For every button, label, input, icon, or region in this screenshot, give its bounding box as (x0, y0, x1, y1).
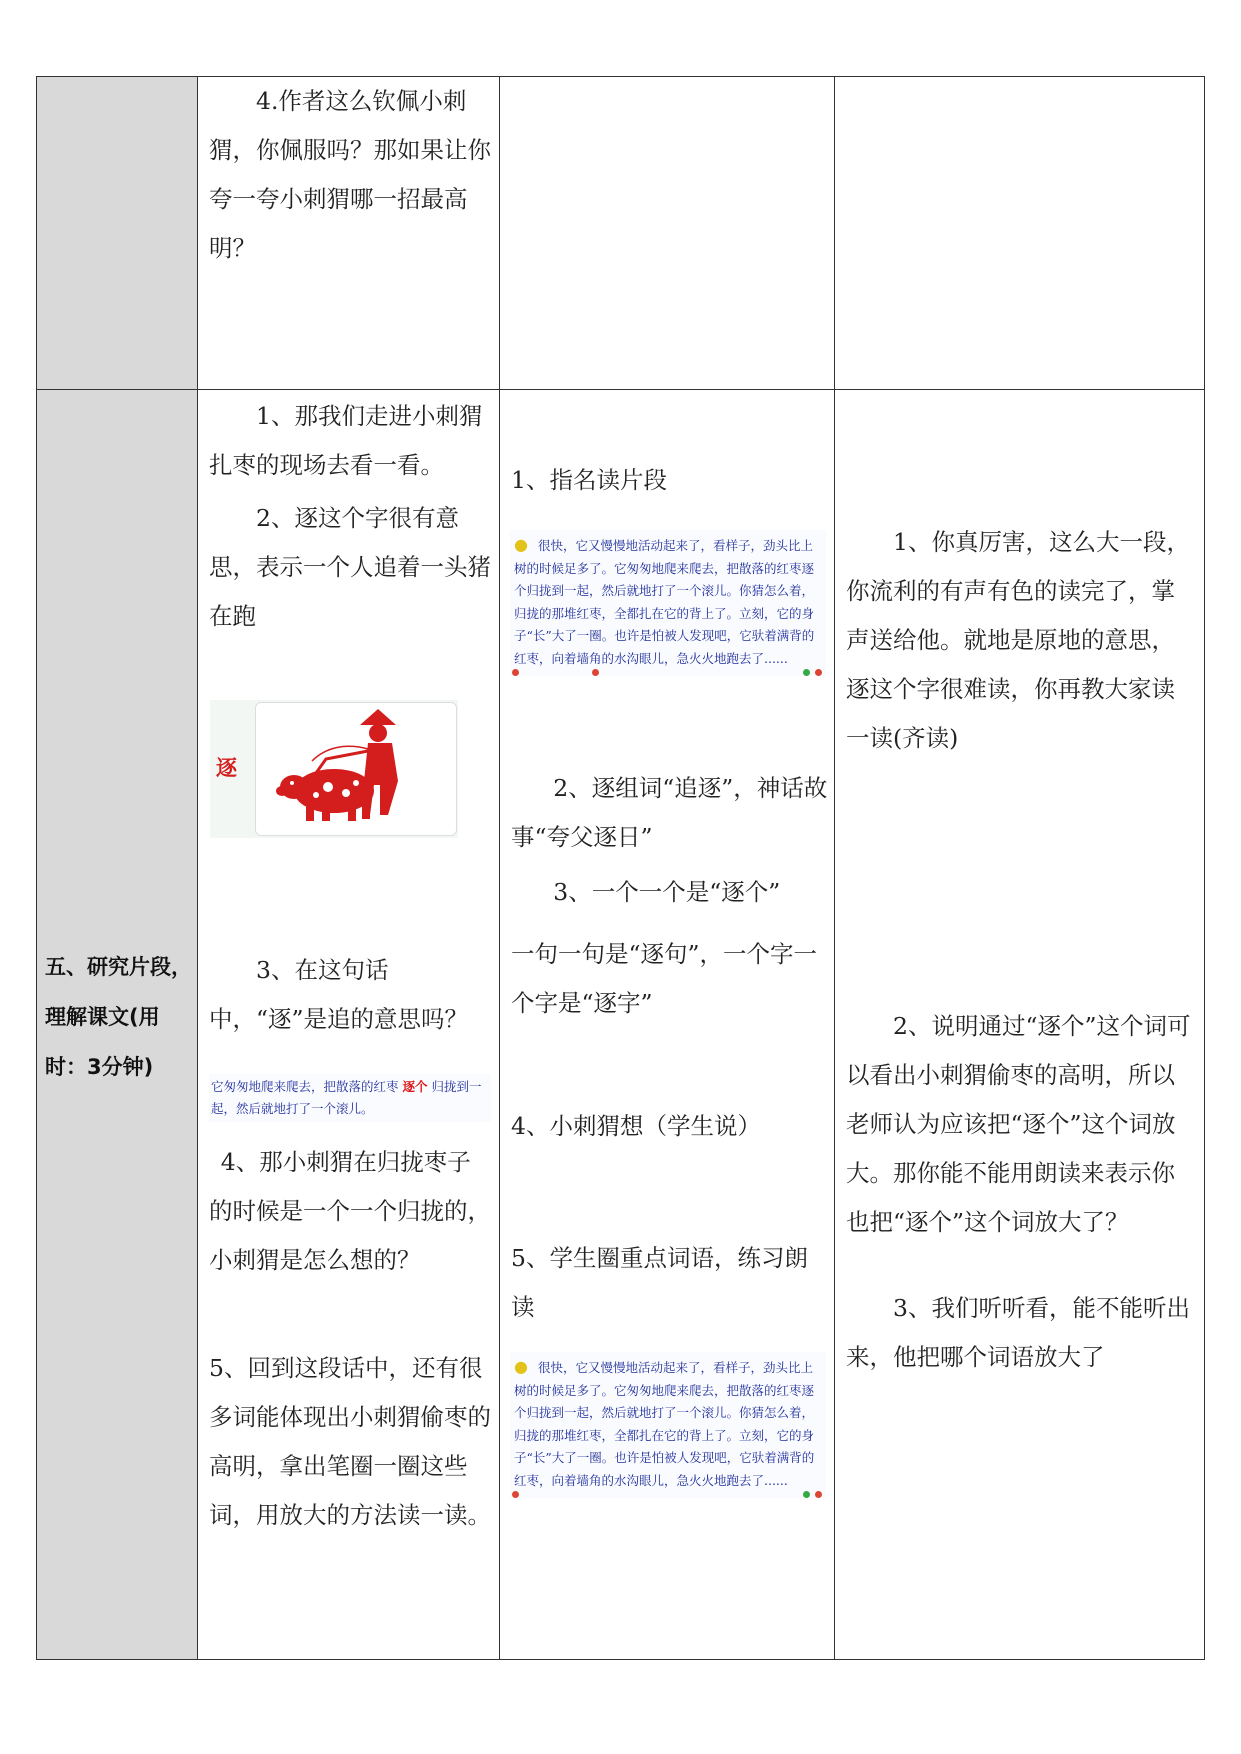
teacher-step-3: 3、在这句话中，“逐”是追的意思吗？ (209, 956, 469, 1033)
section-cell (37, 77, 198, 390)
passage-text: 很快，它又慢慢地活动起来了，看样子，劲头比上树的时候足多了。它匆匆地爬来爬去，把散落的红枣逐个归拢到一起，然后就地打了一个滚儿。你猜怎么着，归拢的那堆红枣，全都扎在它的背上了。立刻，它的身子“长”大了一圈。也许是怕被人发现吧，它驮着满背的红枣，向着墙角的水沟眼儿，急火火地跑去了...... (514, 1360, 815, 1488)
man-chasing-pig-icon (256, 703, 456, 835)
teacher-step-2: 2、逐这个字很有意思，表示一个人追着一头猪在跑 (209, 504, 491, 630)
student-step-5: 5、学生圈重点词语，练习朗读 (511, 1244, 808, 1321)
sentence-snippet (209, 1074, 491, 1122)
design-intent-cell (835, 77, 1205, 390)
flower-decor-icon (512, 668, 824, 676)
teacher-talk-3: 3、我们听听看，能不能听出来，他把哪个词语放大了 (846, 1294, 1190, 1371)
paper-cut-frame (255, 702, 457, 836)
table-row (37, 390, 1205, 1660)
teacher-step-5: 5、回到这段话中，还有很多词能体现出小刺猬偷枣的高明，拿出笔圈一圈这些词，用放大的方法读一读。 (209, 1354, 491, 1529)
teacher-step-4: 4、那小刺猬在归拢枣子的时候是一个一个归拢的，小刺猬是怎么想的？ (209, 1148, 491, 1274)
figure-character: 逐 (216, 755, 237, 780)
student-step-3b: 一句一句是“逐句”，一个字一个字是“逐字” (511, 940, 818, 1017)
paper-cut-image (210, 700, 458, 838)
student-activity-cell (500, 77, 835, 390)
section-title: 五、研究片段，理解课文(用时：3分钟) (45, 955, 192, 1079)
student-step-3a: 3、一个一个是“逐个” (553, 878, 781, 906)
teacher-talk-1: 1、你真厉害，这么大一段，你流利的有声有色的读完了，掌声送给他。就地是原地的意思，逐这个字很难读，你再教大家读一读(齐读) (846, 528, 1190, 752)
teacher-activity-cell (198, 77, 500, 390)
teacher-talk-2: 2、说明通过“逐个”这个词可以看出小刺猬偷枣的高明，所以老师认为应该把“逐个”这个词放大。那你能不能用朗读来表示你也把“逐个”这个词放大了？ (846, 1012, 1191, 1236)
section-cell (37, 390, 198, 1660)
student-step-1: 1、指名读片段 (511, 466, 667, 494)
question-4: 4.作者这么钦佩小刺猬，你佩服吗？那如果让你夸一夸小刺猬哪一招最高明？ (209, 87, 491, 262)
student-step-4: 4、小刺猬想（学生说） (511, 1112, 761, 1140)
snippet-highlight: 逐个 (402, 1079, 428, 1094)
bullet-icon: ● (514, 535, 528, 554)
passage-text: 很快，它又慢慢地活动起来了，看样子，劲头比上树的时候足多了。它匆匆地爬来爬去，把散落的红枣逐个归拢到一起，然后就地打了一个滚儿。你猜怎么着，归拢的那堆红枣，全都扎在它的背上了。立刻，它的身子“长”大了一圈。也许是怕被人发现吧，它驮着满背的红枣，向着墙角的水沟眼儿，急火火地跑去了...... (514, 538, 815, 666)
student-activity-cell (500, 390, 835, 1660)
flower-decor-icon (512, 1490, 824, 1498)
teacher-activity-cell (198, 390, 500, 1660)
snippet-text-b: 归拢到一起，然后就地打了一个滚儿。 (211, 1079, 482, 1116)
student-step-2: 2、逐组词“追逐”，神话故事“夸父逐日” (511, 774, 828, 851)
bullet-icon: ● (514, 1357, 528, 1376)
snippet-text-a: 它匆匆地爬来爬去，把散落的红枣 (211, 1079, 399, 1094)
passage-snippet (510, 1352, 826, 1498)
lesson-plan-table (36, 76, 1205, 1660)
design-intent-cell (835, 390, 1205, 1660)
passage-snippet (510, 530, 826, 676)
table-row (37, 77, 1205, 390)
teacher-step-1: 1、那我们走进小刺猬扎枣的现场去看一看。 (209, 402, 483, 479)
